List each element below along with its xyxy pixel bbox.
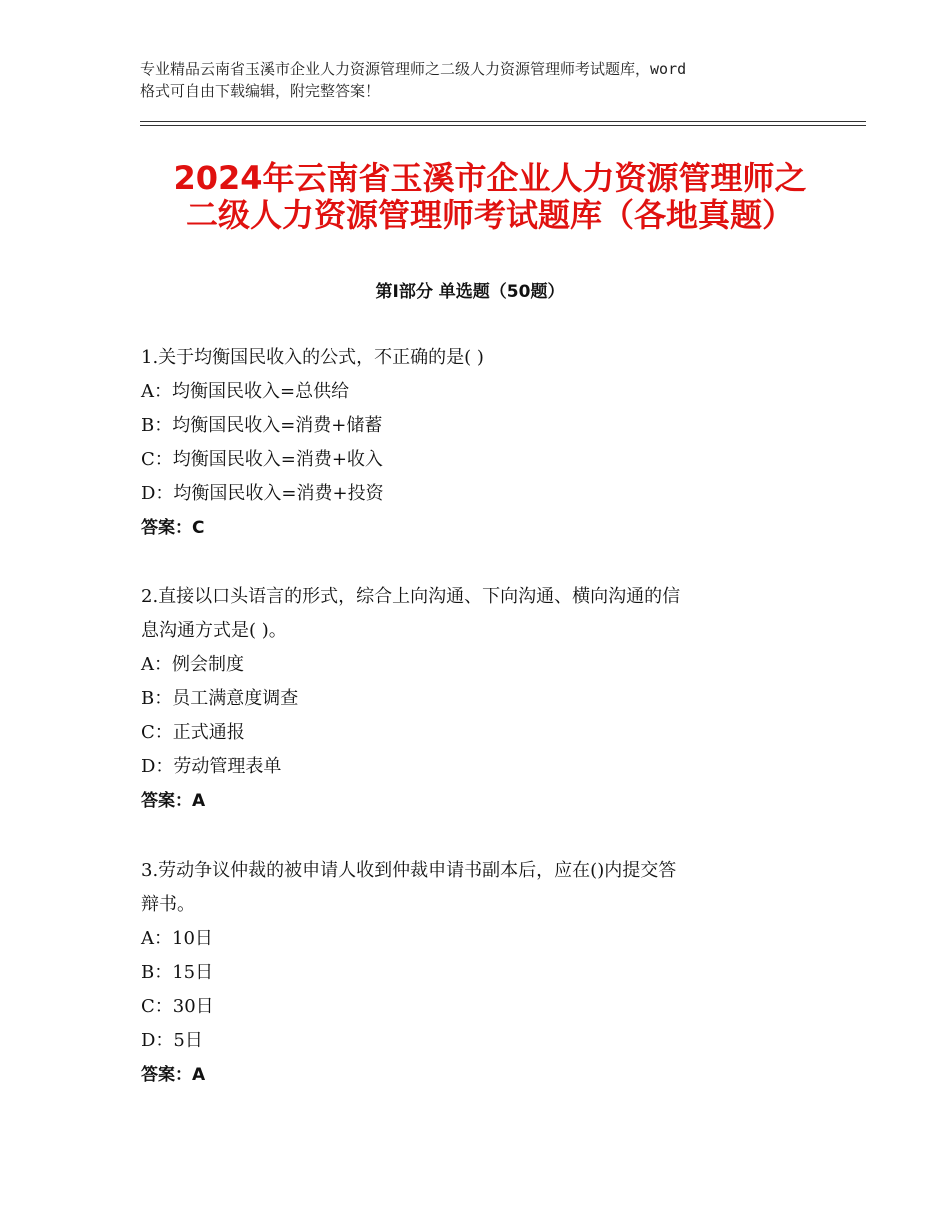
question-stem: 3.劳动争议仲裁的被申请人收到仲裁申请书副本后，应在()内提交答: [141, 860, 677, 881]
option-c: C：正式通报: [141, 722, 245, 743]
option-d: D：5日: [141, 1030, 203, 1051]
option-c: C：均衡国民收入=消费+收入: [141, 449, 383, 470]
header-divider: [140, 121, 866, 122]
question-block: [141, 341, 821, 545]
option-d: D：均衡国民收入=消费+投资: [141, 483, 384, 504]
header-note: [140, 58, 840, 102]
answer: 答案：A: [141, 1065, 206, 1085]
section-title: 第Ⅰ部分 单选题（50题）: [375, 282, 565, 302]
header-note-line: 专业精品云南省玉溪市企业人力资源管理师之二级人力资源管理师考试题库，word: [140, 60, 687, 78]
document-title: [140, 160, 840, 234]
document-title-line: 2024年云南省玉溪市企业人力资源管理师之: [173, 159, 807, 197]
option-d: D：劳动管理表单: [141, 756, 282, 777]
question-stem: 辩书。: [141, 894, 195, 915]
option-a: A：例会制度: [141, 654, 244, 675]
header-divider: [140, 125, 866, 126]
option-a: A：均衡国民收入=总供给: [141, 381, 350, 402]
document-title-line: 二级人力资源管理师考试题库（各地真题）: [185, 196, 794, 234]
option-b: B：员工满意度调查: [141, 688, 299, 709]
question-stem: 2.直接以口头语言的形式，综合上向沟通、下向沟通、横向沟通的信: [141, 586, 681, 607]
question-stem: 1.关于均衡国民收入的公式，不正确的是( ): [141, 347, 484, 368]
option-b: B：均衡国民收入=消费+储蓄: [141, 415, 383, 436]
option-c: C：30日: [141, 996, 214, 1017]
question-stem: 息沟通方式是( )。: [141, 620, 287, 641]
question-block: [141, 580, 821, 818]
option-b: B：15日: [141, 962, 214, 983]
answer: 答案：A: [141, 791, 206, 811]
option-a: A：10日: [141, 928, 213, 949]
answer: 答案：C: [141, 518, 205, 538]
question-block: [141, 854, 821, 1092]
header-note-line: 格式可自由下载编辑，附完整答案！: [140, 82, 381, 100]
